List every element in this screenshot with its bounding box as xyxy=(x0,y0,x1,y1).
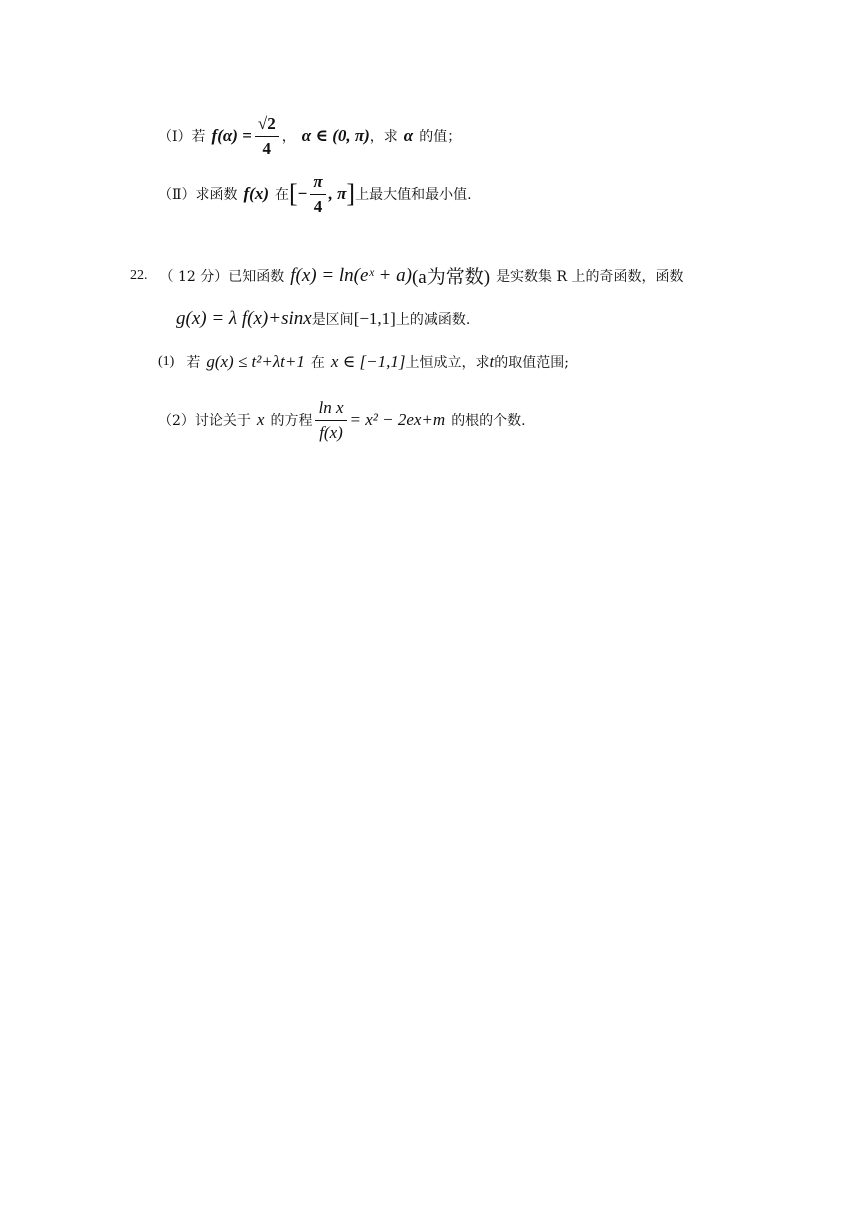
q21-part2-end: , π xyxy=(328,184,347,204)
q22-p1-cond: x ∈ [−1,1] xyxy=(330,352,406,371)
q22-number: 22. xyxy=(130,267,148,283)
q22-p2-label: （2）讨论关于 xyxy=(158,413,251,430)
q21-part1-frac-den: 4 xyxy=(262,138,272,158)
q21-part2-in: 在 xyxy=(275,187,289,204)
q22-p2-eq: 的方程 xyxy=(270,413,313,430)
q22-p2-rhs: = x² − 2ex+m xyxy=(349,410,446,430)
q21-part2-neg: − xyxy=(297,184,308,204)
q22-p2-fraction xyxy=(315,398,346,442)
q21-part2-fraction xyxy=(310,172,325,216)
q22-desc1: 是实数集 R 上的奇函数，函数 xyxy=(496,268,684,285)
q22-p1-label: (1) xyxy=(158,354,175,369)
q22-part1 xyxy=(158,352,569,372)
q22-stem xyxy=(130,262,684,289)
q21-part2-frac-den: 4 xyxy=(313,196,323,216)
q22-func-paren: (a为常数) xyxy=(411,267,491,288)
q22-p2-tail: 的根的个数. xyxy=(451,413,526,430)
q22-p1-ineq: g(x) ≤ t²+λt+1 xyxy=(206,352,305,371)
q21-part2-frac-num: π xyxy=(310,172,325,195)
q22-p1-tail-b: 的取值范围; xyxy=(494,355,569,371)
q22-p2-frac-den: f(x) xyxy=(319,422,343,442)
q22-p1-t: t xyxy=(489,352,495,371)
q22-interval: [−1,1] xyxy=(353,309,396,328)
q21-part1-func: f(α) = xyxy=(211,126,252,146)
q21-part1-label: （Ⅰ）若 xyxy=(158,129,206,146)
q22-p2-frac-num: ln x xyxy=(315,398,346,421)
q22-p1-tail-a: 上恒成立，求 xyxy=(405,355,490,371)
q22-p1-in: 在 xyxy=(310,355,325,371)
q21-part1-alpha: α xyxy=(403,126,414,146)
q22-p2-x: x xyxy=(256,410,265,430)
q22-p1-if: 若 xyxy=(186,355,201,371)
q22-func: f(x) = ln(eˣ + a) xyxy=(290,264,412,286)
q22-part2 xyxy=(158,398,526,442)
q21-part2-func: f(x) xyxy=(243,184,269,204)
q21-part1-tail: 的值； xyxy=(419,129,462,146)
q21-part2-label: （Ⅱ）求函数 xyxy=(158,187,238,204)
q21-part1-frac-num: √2 xyxy=(255,114,279,137)
q21-part1-cond: α ∈ (0, π) xyxy=(301,126,370,146)
q22-desc2: 是区间 xyxy=(311,312,354,328)
q21-part2-tail: 上最大值和最小值. xyxy=(355,187,472,204)
q21-part1-ask: ，求 xyxy=(369,129,398,146)
q22-score: （ 12 分）已知函数 xyxy=(159,268,285,285)
q22-desc3: 上的减函数. xyxy=(395,312,471,328)
q21-part1 xyxy=(158,114,461,158)
q21-part1-fraction xyxy=(255,114,279,158)
q22-g-def: g(x) = λ f(x)+sinx xyxy=(176,308,312,329)
right-bracket: ] xyxy=(346,179,356,209)
q21-part1-sep: ， xyxy=(281,129,296,146)
left-bracket: [ xyxy=(289,179,298,209)
q22-stem-line2 xyxy=(176,308,470,330)
q21-part2 xyxy=(158,172,472,216)
